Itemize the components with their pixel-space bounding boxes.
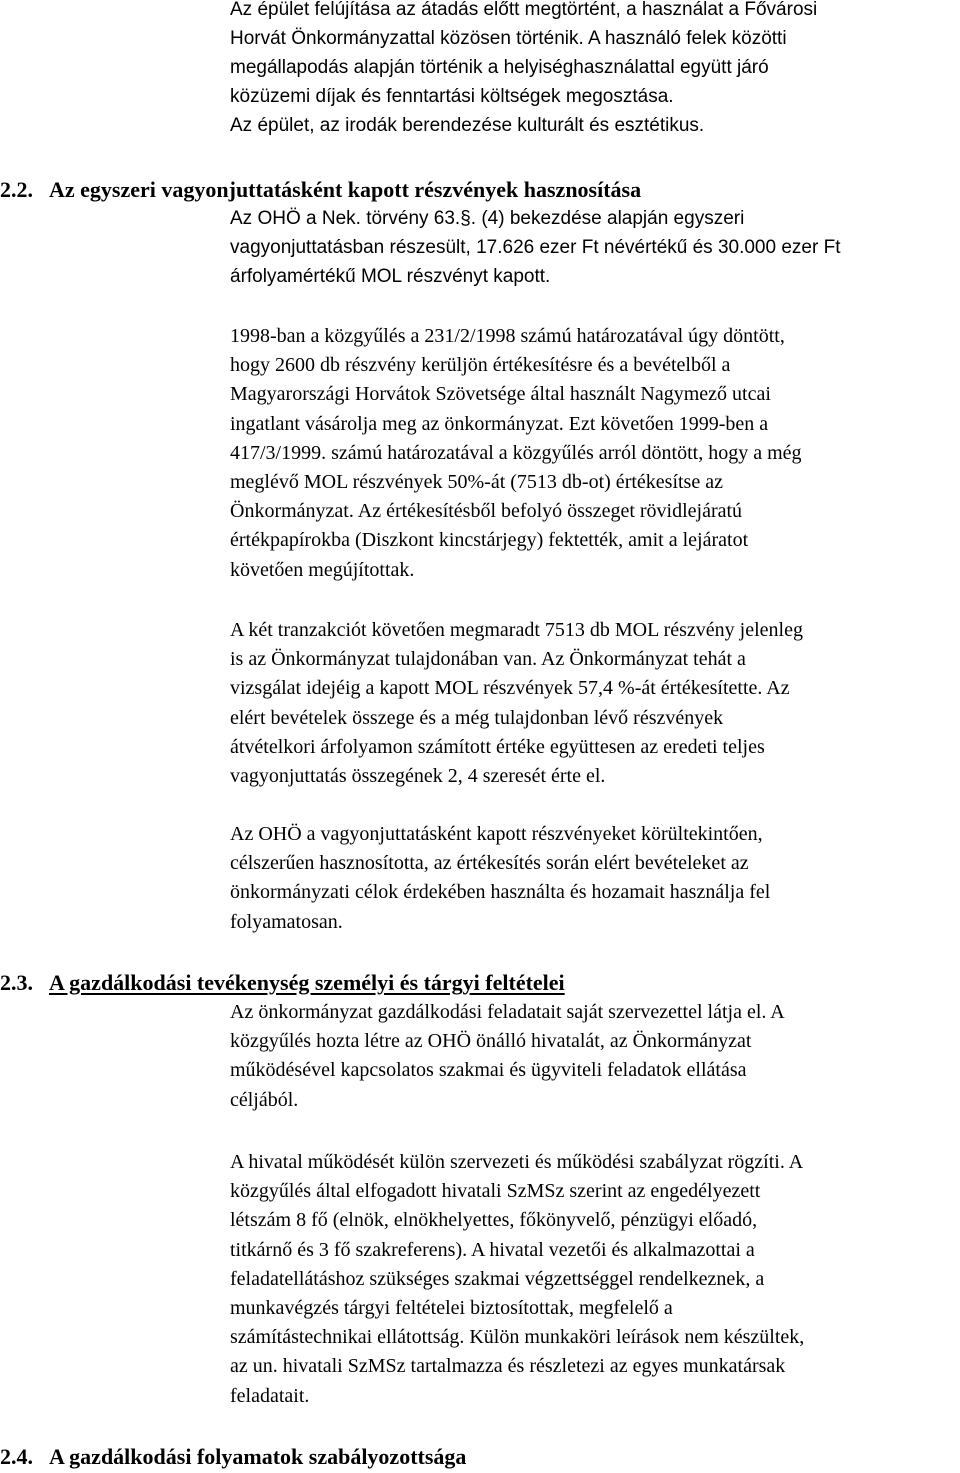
section-title: Az egyszeri vagyonjuttatásként kapott részvények hasznosítása xyxy=(49,177,642,202)
paragraph-organization: Az önkormányzat gazdálkodási feladatait saját szervezettel látja el. A közgyűlés hozta létre az OHÖ önálló hivatalát, az Önkormányzat működésével kapcsolatos szakmai és ügyviteli feladatok ellátása céljából. xyxy=(230,1001,785,1111)
section-number: 2.4. xyxy=(0,1444,33,1469)
section-heading-2-2 xyxy=(0,176,958,204)
paragraph-share-grant: Az OHÖ a Nek. törvény 63.§. (4) bekezdése alapján egyszeri vagyonjuttatásban részesült, 17.626 ezer Ft névértékű és 30.000 ezer Ft árfolyamértékű MOL részvényt kapott. xyxy=(230,208,841,287)
section-number: 2.2. xyxy=(0,177,33,202)
section-number: 2.3. xyxy=(0,970,33,995)
paragraph-office-staff: A hivatal működését külön szervezeti és működési szabályzat rögzíti. A közgyűlés által elfogadott hivatali SzMSz szerint az engedélyezett létszám 8 fő (elnök, elnökhelyettes, főkönyvelő, pénzügyi előadó, titkárnő és 3 fő szakreferens). A hivatal vezetői és alkalmazottai a feladatellátáshoz szükséges szakmai végzettséggel rendelkeznek, a munkavégzés tárgyi feltételei biztosítottak, megfelelő a számítástechnikai ellátottság. Külön munkaköri leírások nem készültek, az un. hivatali SzMSz tartalmazza és részletezi az egyes munkatársak feladatait. xyxy=(230,1151,805,1407)
section-heading-2-4 xyxy=(0,1443,958,1471)
paragraph-building-usage: Az épület felújítása az átadás előtt megtörtént, a használat a Fővárosi Horvát Önkormányzattal közösen történik. A használó felek közötti megállapodás alapján történik a helyiséghasználattal együtt járó közüzemi díjak és fenntartási költségek megosztása. Az épület, az irodák berendezése kulturált és esztétikus. xyxy=(230,0,818,136)
paragraph-share-sales-1998: 1998-ban a közgyűlés a 231/2/1998 számú határozatával úgy döntött, hogy 2600 db részvény kerüljön értékesítésre és a bevételből a Magyarországi Horvátok Szövetsége által használt Nagymező utcai ingatlant vásárolja meg az önkormányzat. Ezt követően 1999-ben a 417/3/1999. számú határozatával a közgyűlés arról döntött, hogy a még meglévő MOL részvények 50%-át (7513 db-ot) értékesítse az Önkormányzat. Az értékesítésből befolyó összeget rövidlejáratú értékpapírokba (Diszkont kincstárjegy) fektették, amit a lejáratot követően megújítottak. xyxy=(230,325,802,581)
paragraph-remaining-shares: A két tranzakciót követően megmaradt 7513 db MOL részvény jelenleg is az Önkormányzat tulajdonában van. Az Önkormányzat tehát a vizsgálat idejéig a kapott MOL részvények 57,4 %-át értékesítette. Az elért bevételek összege és a még tulajdonban lévő részvények átvételkori árfolyamon számított értéke együttesen az eredeti teljes vagyonjuttatás összegének 2, 4 szeresét érte el. xyxy=(230,619,803,788)
section-title: A gazdálkodási folyamatok szabályozottsága xyxy=(49,1444,467,1469)
section-title: A gazdálkodási tevékenység személyi és tárgyi feltételei xyxy=(49,970,565,995)
section-heading-2-3 xyxy=(0,969,958,997)
paragraph-share-usage-conclusion: Az OHÖ a vagyonjuttatásként kapott részvényeket körültekintően, célszerűen hasznosította, az értékesítés során elért bevételeket az önkormányzati célok érdekében használta és hozamait használja fel folyamatosan. xyxy=(230,823,771,933)
